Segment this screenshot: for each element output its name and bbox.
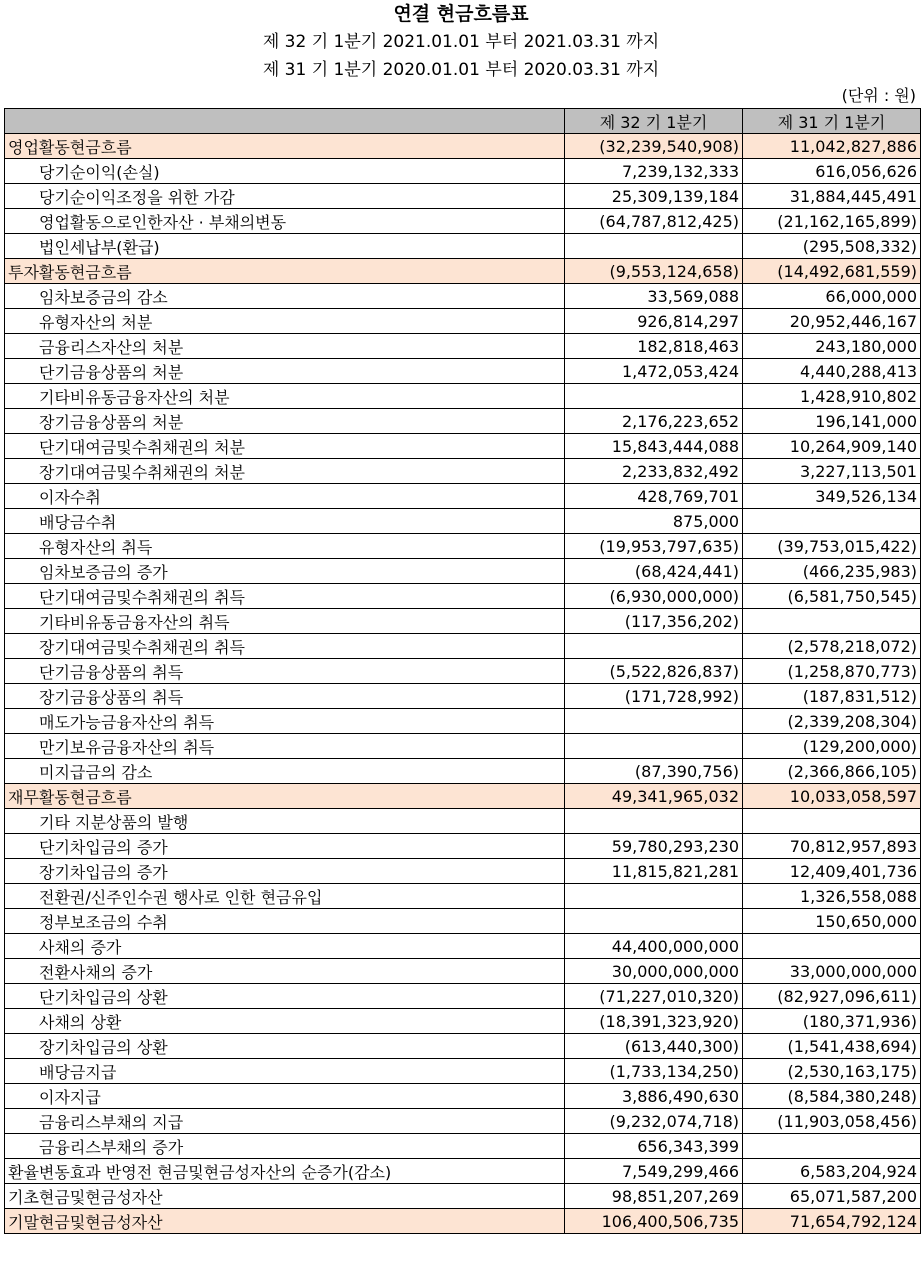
table-row [5,459,921,484]
prior-value: 33,000,000,000 [743,959,921,984]
table-row [5,1134,921,1159]
prior-value: 150,650,000 [743,909,921,934]
prior-value: 243,180,000 [743,334,921,359]
header-account [5,109,565,134]
account-label: 장기차입금의 상환 [5,1034,565,1059]
account-label: 사채의 증가 [5,934,565,959]
current-value: (1,733,134,250) [565,1059,743,1084]
table-row [5,884,921,909]
table-row [5,1034,921,1059]
table-row [5,159,921,184]
current-value: (32,239,540,908) [565,134,743,159]
table-row [5,759,921,784]
account-label: 만기보유금융자산의 취득 [5,734,565,759]
table-row [5,209,921,234]
current-value: 11,815,821,281 [565,859,743,884]
account-label: 법인세납부(환급) [5,234,565,259]
table-row [5,384,921,409]
prior-value: (14,492,681,559) [743,259,921,284]
account-label: 영업활동현금흐름 [5,134,565,159]
current-value: 15,843,444,088 [565,434,743,459]
table-row [5,284,921,309]
table-row [5,184,921,209]
account-label: 단기대여금및수취채권의 취득 [5,584,565,609]
table-row [5,684,921,709]
account-label: 금융리스부채의 증가 [5,1134,565,1159]
account-label: 기말현금및현금성자산 [5,1209,565,1234]
table-row [5,934,921,959]
table-row [5,1109,921,1134]
table-row [5,234,921,259]
table-row [5,909,921,934]
account-label: 영업활동으로인한자산 · 부채의변동 [5,209,565,234]
account-label: 금융리스부채의 지급 [5,1109,565,1134]
header-current: 제 32 기 1분기 [565,109,743,134]
prior-value: 196,141,000 [743,409,921,434]
current-value: 25,309,139,184 [565,184,743,209]
table-row [5,1009,921,1034]
table-row [5,334,921,359]
table-row [5,634,921,659]
current-value: (19,953,797,635) [565,534,743,559]
unit-label: (단위 : 원) [841,86,916,105]
account-label: 단기차입금의 증가 [5,834,565,859]
account-label: 장기금융상품의 처분 [5,409,565,434]
prior-value: (295,508,332) [743,234,921,259]
prior-value: (466,235,983) [743,559,921,584]
current-value: (613,440,300) [565,1034,743,1059]
account-label: 이자지급 [5,1084,565,1109]
table-row [5,1059,921,1084]
account-label: 장기금융상품의 취득 [5,684,565,709]
current-value: (171,728,992) [565,684,743,709]
table-row [5,859,921,884]
table-row [5,359,921,384]
prior-value: (6,581,750,545) [743,584,921,609]
current-value [565,634,743,659]
current-value: 106,400,506,735 [565,1209,743,1234]
cash-flow-table [4,108,921,1234]
account-label: 장기대여금및수취채권의 취득 [5,634,565,659]
prior-value: (1,258,870,773) [743,659,921,684]
prior-value: (2,578,218,072) [743,634,921,659]
current-value [565,734,743,759]
account-label: 장기대여금및수취채권의 처분 [5,459,565,484]
prior-value: 66,000,000 [743,284,921,309]
table-row [5,1209,921,1234]
prior-value: 6,583,204,924 [743,1159,921,1184]
table-row [5,834,921,859]
prior-value: 616,056,626 [743,159,921,184]
table-row [5,809,921,834]
current-value: (87,390,756) [565,759,743,784]
account-label: 기타비유동금융자산의 취득 [5,609,565,634]
account-label: 전환사채의 증가 [5,959,565,984]
account-label: 임차보증금의 증가 [5,559,565,584]
current-value: 875,000 [565,509,743,534]
prior-value: 31,884,445,491 [743,184,921,209]
account-label: 배당금수취 [5,509,565,534]
prior-value: (11,903,058,456) [743,1109,921,1134]
period-current: 제 32 기 1분기 2021.01.01 부터 2021.03.31 까지 [262,32,660,52]
table-row [5,434,921,459]
current-value [565,234,743,259]
prior-value: 65,071,587,200 [743,1184,921,1209]
prior-value: 12,409,401,736 [743,859,921,884]
current-value: 59,780,293,230 [565,834,743,859]
current-value: 44,400,000,000 [565,934,743,959]
current-value: (6,930,000,000) [565,584,743,609]
account-label: 단기금융상품의 취득 [5,659,565,684]
prior-value [743,609,921,634]
prior-value: 10,033,058,597 [743,784,921,809]
statement-title: 연결 현금흐름표 [393,3,529,25]
current-value: 33,569,088 [565,284,743,309]
current-value: 7,549,299,466 [565,1159,743,1184]
current-value [565,909,743,934]
current-value: 926,814,297 [565,309,743,334]
prior-value: (2,339,208,304) [743,709,921,734]
prior-value: (8,584,380,248) [743,1084,921,1109]
account-label: 기타 지분상품의 발행 [5,809,565,834]
prior-value: 349,526,134 [743,484,921,509]
current-value: (71,227,010,320) [565,984,743,1009]
current-value: (9,553,124,658) [565,259,743,284]
prior-value: 11,042,827,886 [743,134,921,159]
table-row [5,534,921,559]
current-value [565,709,743,734]
current-value [565,384,743,409]
account-label: 정부보조금의 수취 [5,909,565,934]
account-label: 유형자산의 처분 [5,309,565,334]
prior-value: 4,440,288,413 [743,359,921,384]
current-value: 1,472,053,424 [565,359,743,384]
prior-value: (1,541,438,694) [743,1034,921,1059]
account-label: 사채의 상환 [5,1009,565,1034]
account-label: 당기순이익조정을 위한 가감 [5,184,565,209]
current-value: 182,818,463 [565,334,743,359]
account-label: 배당금지급 [5,1059,565,1084]
period-prior: 제 31 기 1분기 2020.01.01 부터 2020.03.31 까지 [262,60,660,80]
table-row [5,784,921,809]
table-row [5,309,921,334]
account-label: 금융리스자산의 처분 [5,334,565,359]
current-value: 3,886,490,630 [565,1084,743,1109]
account-label: 재무활동현금흐름 [5,784,565,809]
current-value: 2,176,223,652 [565,409,743,434]
current-value: (117,356,202) [565,609,743,634]
account-label: 단기차입금의 상환 [5,984,565,1009]
prior-value: (187,831,512) [743,684,921,709]
account-label: 기초현금및현금성자산 [5,1184,565,1209]
account-label: 전환권/신주인수권 행사로 인한 현금유입 [5,884,565,909]
account-label: 장기차입금의 증가 [5,859,565,884]
table-row [5,1184,921,1209]
table-header-row [5,109,921,134]
prior-value: (129,200,000) [743,734,921,759]
table-row [5,259,921,284]
table-row [5,484,921,509]
table-row [5,984,921,1009]
prior-value: (21,162,165,899) [743,209,921,234]
table-body [5,134,921,1234]
current-value: 30,000,000,000 [565,959,743,984]
current-value [565,884,743,909]
current-value: (68,424,441) [565,559,743,584]
table-row [5,509,921,534]
table-row [5,659,921,684]
current-value: 98,851,207,269 [565,1184,743,1209]
account-label: 기타비유동금융자산의 처분 [5,384,565,409]
current-value: (9,232,074,718) [565,1109,743,1134]
prior-value: 70,812,957,893 [743,834,921,859]
prior-value [743,509,921,534]
prior-value: (180,371,936) [743,1009,921,1034]
table-row [5,609,921,634]
prior-value [743,809,921,834]
table-row [5,734,921,759]
prior-value: 10,264,909,140 [743,434,921,459]
table-row [5,559,921,584]
table-row [5,409,921,434]
table-row [5,959,921,984]
prior-value: 20,952,446,167 [743,309,921,334]
current-value: (64,787,812,425) [565,209,743,234]
current-value: 428,769,701 [565,484,743,509]
prior-value [743,934,921,959]
table-row [5,134,921,159]
current-value: (18,391,323,920) [565,1009,743,1034]
prior-value: 71,654,792,124 [743,1209,921,1234]
current-value [565,809,743,834]
current-value: (5,522,826,837) [565,659,743,684]
prior-value: 1,326,558,088 [743,884,921,909]
current-value: 7,239,132,333 [565,159,743,184]
table-row [5,709,921,734]
prior-value: 1,428,910,802 [743,384,921,409]
account-label: 매도가능금융자산의 취득 [5,709,565,734]
current-value: 2,233,832,492 [565,459,743,484]
current-value: 49,341,965,032 [565,784,743,809]
prior-value: (39,753,015,422) [743,534,921,559]
account-label: 당기순이익(손실) [5,159,565,184]
prior-value: (82,927,096,611) [743,984,921,1009]
account-label: 환율변동효과 반영전 현금및현금성자산의 순증가(감소) [5,1159,565,1184]
table-row [5,1084,921,1109]
prior-value: 3,227,113,501 [743,459,921,484]
account-label: 임차보증금의 감소 [5,284,565,309]
account-label: 단기대여금및수취채권의 처분 [5,434,565,459]
prior-value: (2,366,866,105) [743,759,921,784]
header-prior: 제 31 기 1분기 [743,109,921,134]
account-label: 단기금융상품의 처분 [5,359,565,384]
current-value: 656,343,399 [565,1134,743,1159]
prior-value: (2,530,163,175) [743,1059,921,1084]
prior-value [743,1134,921,1159]
account-label: 투자활동현금흐름 [5,259,565,284]
account-label: 이자수취 [5,484,565,509]
account-label: 미지급금의 감소 [5,759,565,784]
table-row [5,1159,921,1184]
account-label: 유형자산의 취득 [5,534,565,559]
table-row [5,584,921,609]
